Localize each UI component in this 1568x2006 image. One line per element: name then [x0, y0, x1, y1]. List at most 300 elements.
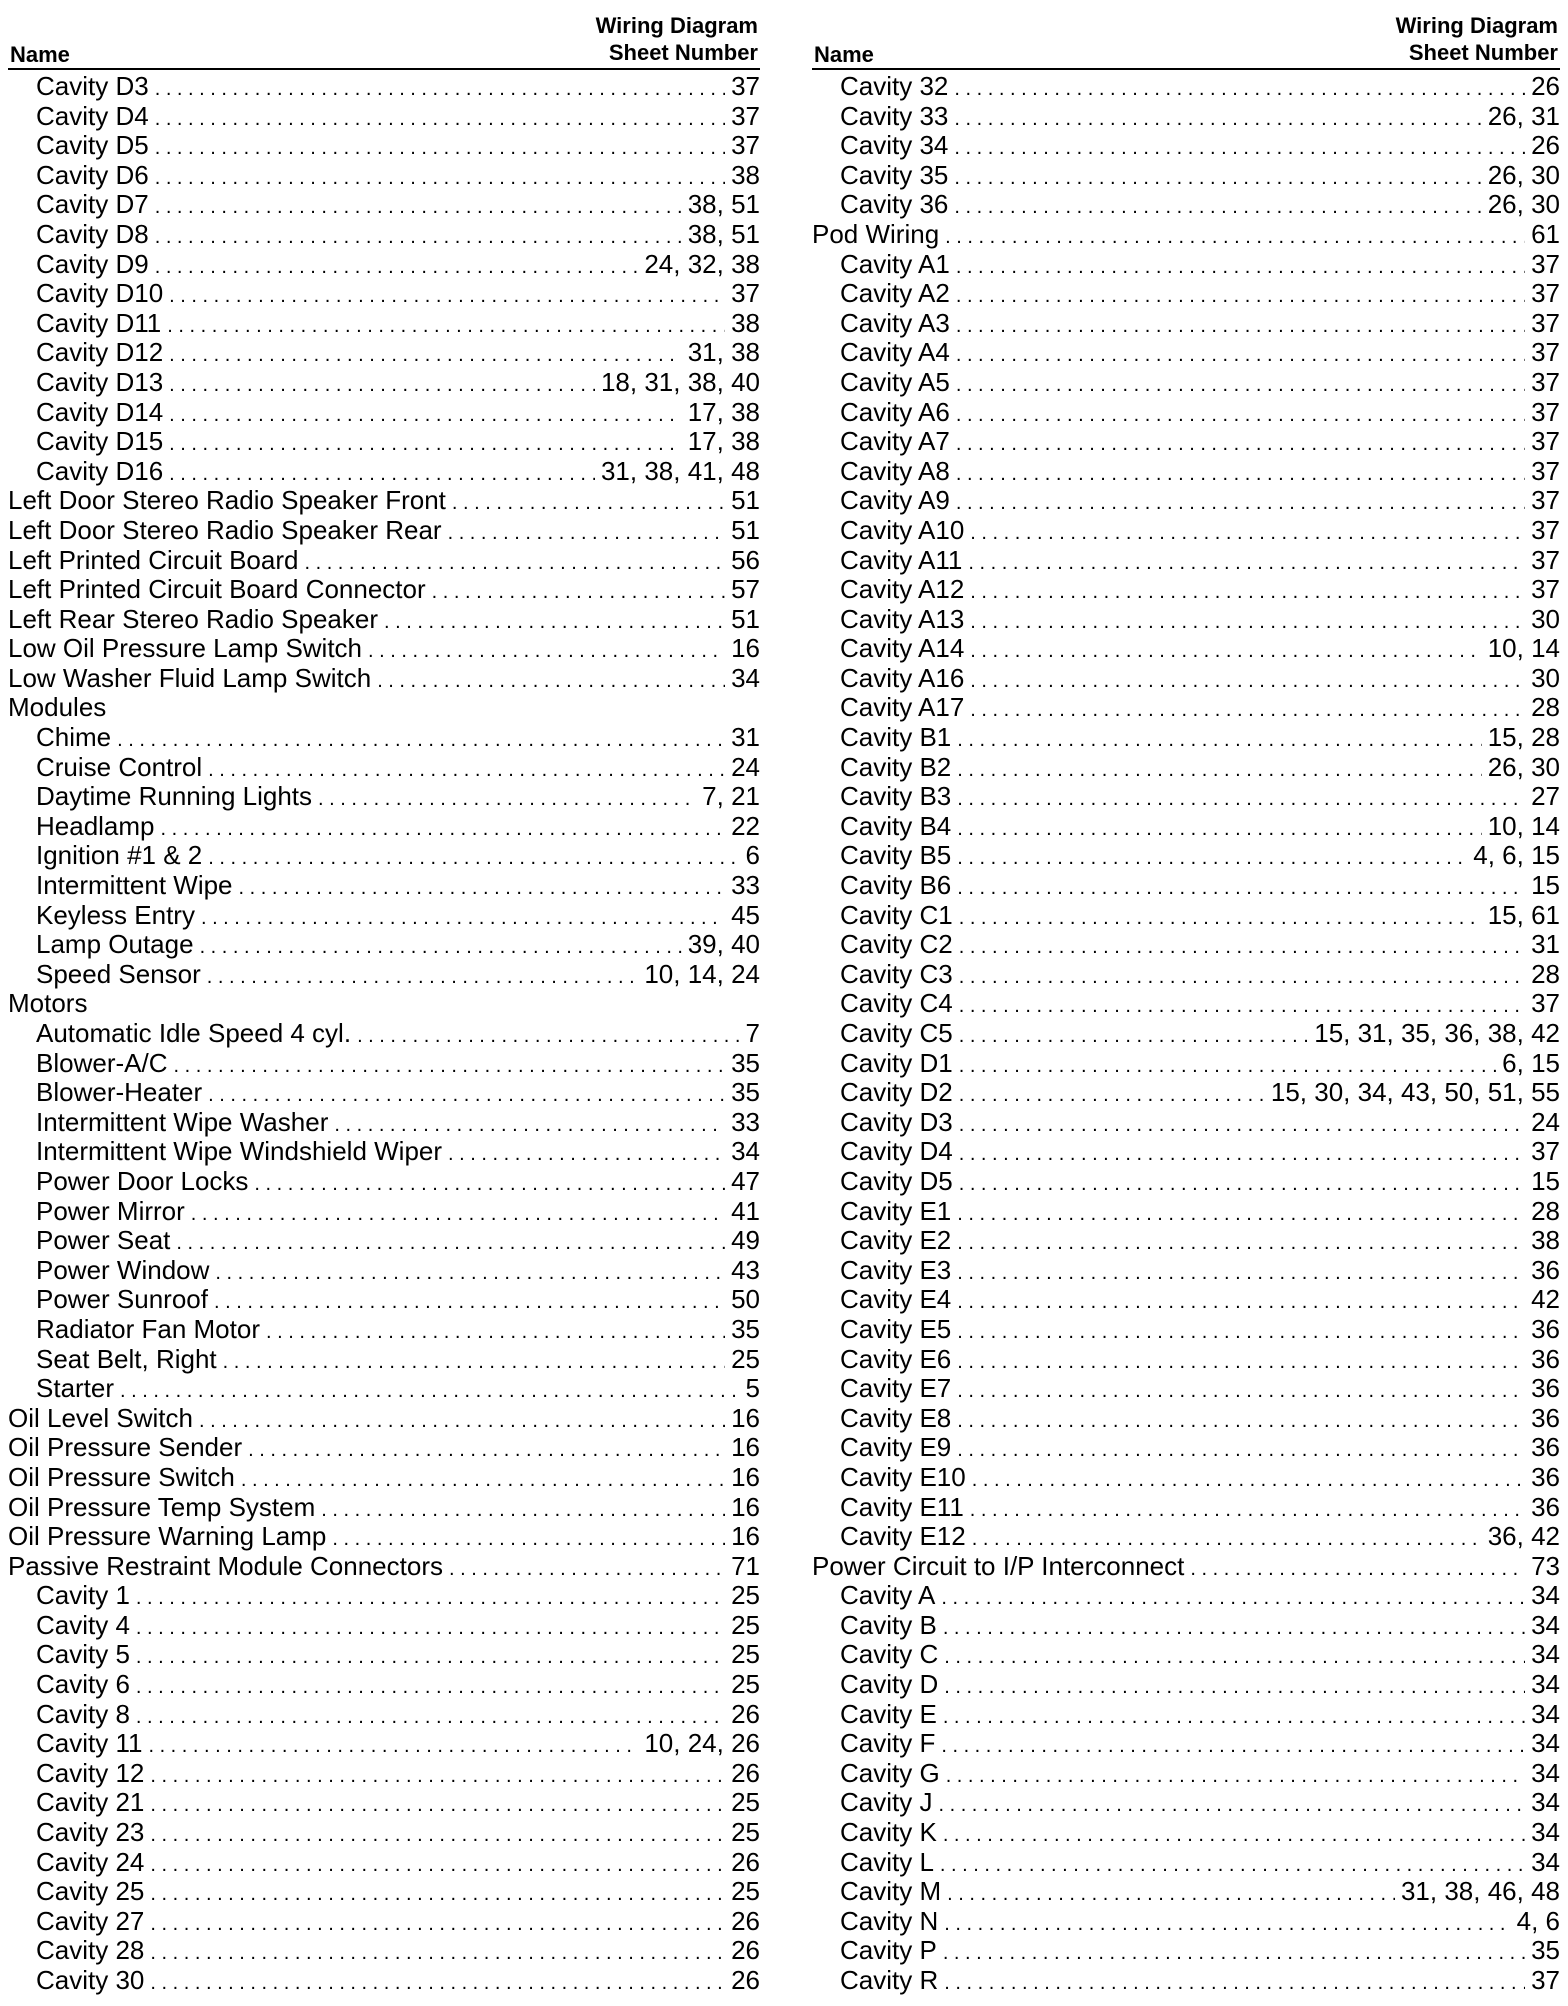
index-entry — [812, 782, 1560, 812]
index-entry — [812, 1197, 1560, 1227]
entry-name: Cavity 30 — [36, 1965, 145, 1995]
dot-leader — [970, 578, 1525, 608]
index-entry — [812, 131, 1560, 161]
sheet-numbers: 30 — [1531, 603, 1560, 634]
index-entry — [8, 338, 760, 368]
index-entry — [812, 398, 1560, 428]
index-entry — [8, 1404, 760, 1434]
dot-leader — [956, 460, 1525, 490]
entry-name: Cavity E — [840, 1698, 937, 1729]
dot-leader — [266, 1318, 725, 1348]
index-entry — [8, 1759, 760, 1789]
index-entry — [8, 427, 760, 457]
entry-name: Cavity D4 — [840, 1136, 953, 1167]
index-entry — [812, 190, 1560, 220]
sheet-numbers: 36 — [1531, 1402, 1560, 1433]
sheet-numbers: 28 — [1531, 692, 1560, 723]
entry-name: Cavity D3 — [840, 1106, 953, 1137]
dot-leader — [954, 75, 1525, 105]
index-entry — [812, 427, 1560, 457]
sheet-numbers: 17, 38 — [687, 396, 760, 427]
sheet-numbers: 26 — [731, 1965, 760, 1995]
index-entry — [812, 1433, 1560, 1463]
entry-name: Cavity A1 — [840, 248, 950, 279]
index-entry — [812, 1078, 1560, 1108]
sheet-numbers: 36 — [1531, 1373, 1560, 1404]
index-entry — [812, 723, 1560, 753]
index-entry — [812, 486, 1560, 516]
sheet-heading-line-2: Sheet Number — [1408, 40, 1558, 65]
index-entry — [8, 605, 760, 635]
index-entry — [812, 693, 1560, 723]
sheet-numbers: 35 — [731, 1313, 760, 1344]
entry-name: Cavity D3 — [36, 71, 149, 101]
dot-leader — [954, 105, 1481, 135]
dot-leader — [155, 193, 682, 223]
entry-name: Cavity D5 — [36, 130, 149, 161]
dot-leader — [167, 312, 725, 342]
dot-leader — [970, 1496, 1525, 1526]
sheet-numbers: 37 — [1531, 544, 1560, 575]
sheet-numbers: 4, 6, 15 — [1473, 840, 1560, 871]
entry-name: Low Oil Pressure Lamp Switch — [8, 633, 363, 664]
index-entry — [8, 1522, 760, 1552]
sheet-numbers: 34 — [1531, 1580, 1560, 1611]
dot-leader — [368, 637, 725, 667]
sheet-numbers: 25 — [731, 1876, 760, 1907]
sheet-numbers: 33 — [731, 1106, 760, 1137]
dot-leader — [384, 608, 725, 638]
dot-leader — [941, 1584, 1525, 1614]
dot-leader — [173, 1052, 725, 1082]
dot-leader — [150, 1910, 725, 1940]
index-entry — [8, 871, 760, 901]
entry-name: Cavity E4 — [840, 1284, 952, 1315]
dot-leader — [136, 1643, 725, 1673]
sheet-numbers: 26 — [731, 1757, 760, 1788]
dot-leader — [957, 785, 1525, 815]
sheet-numbers: 25 — [731, 1609, 760, 1640]
sheet-numbers: 49 — [731, 1225, 760, 1256]
index-entry — [8, 1729, 760, 1759]
sheet-numbers: 36 — [1531, 1432, 1560, 1463]
index-entry — [8, 1818, 760, 1848]
entry-name: Pod Wiring — [812, 218, 940, 249]
dot-leader — [191, 1200, 725, 1230]
dot-leader — [254, 1170, 725, 1200]
dot-leader — [448, 519, 726, 549]
entry-name: Chime — [36, 722, 112, 753]
sheet-numbers: 10, 24, 26 — [644, 1728, 760, 1759]
sheet-numbers: 28 — [1531, 958, 1560, 989]
entry-name: Cavity E7 — [840, 1373, 952, 1404]
index-entry — [8, 1552, 760, 1582]
sheet-numbers: 36 — [1531, 1491, 1560, 1522]
dot-leader — [956, 401, 1525, 431]
index-entry — [8, 1433, 760, 1463]
dot-leader — [957, 1200, 1525, 1230]
entry-name: Cavity C5 — [840, 1018, 953, 1048]
index-entry — [812, 664, 1560, 694]
index-entry — [8, 1108, 760, 1138]
sheet-numbers: 26 — [1531, 130, 1560, 161]
entry-name: Lamp Outage — [36, 929, 194, 960]
sheet-numbers: 34 — [1531, 1817, 1560, 1848]
index-entry — [812, 220, 1560, 250]
dot-leader — [150, 1762, 725, 1792]
sheet-heading-line-1: Wiring Diagram — [1395, 13, 1558, 38]
sheet-numbers: 16 — [731, 1461, 760, 1492]
entry-name: Cavity D6 — [36, 159, 149, 190]
entry-name: Cavity 33 — [840, 100, 949, 131]
index-entry — [8, 782, 760, 812]
sheet-numbers: 16 — [731, 1521, 760, 1552]
sheet-numbers: 26 — [731, 1698, 760, 1729]
dot-leader — [970, 608, 1525, 638]
entry-name: Cavity B4 — [840, 810, 952, 841]
index-entry — [812, 605, 1560, 635]
dot-leader — [957, 1348, 1525, 1378]
sheet-numbers: 31 — [1531, 929, 1560, 960]
index-entry — [812, 1936, 1560, 1966]
dot-leader — [207, 963, 639, 993]
dot-leader — [136, 1614, 725, 1644]
entry-name: Cavity E11 — [840, 1491, 964, 1522]
entry-name: Cavity A2 — [840, 278, 950, 309]
sheet-numbers: 25 — [731, 1343, 760, 1374]
index-entry — [812, 812, 1560, 842]
entry-name: Cavity 28 — [36, 1935, 145, 1966]
sheet-numbers: 10, 14 — [1487, 810, 1560, 841]
sheet-numbers: 5 — [745, 1373, 760, 1404]
left-column — [8, 6, 760, 1996]
sheet-numbers: 61 — [1531, 218, 1560, 249]
index-entry — [8, 634, 760, 664]
entry-name: Cavity 8 — [36, 1698, 130, 1729]
dot-leader — [957, 756, 1481, 786]
entry-name: Cavity D15 — [36, 426, 164, 457]
index-entry — [812, 1167, 1560, 1197]
index-entry — [8, 1640, 760, 1670]
entry-name: Cavity C4 — [840, 988, 953, 1019]
sheet-numbers: 37 — [731, 130, 760, 161]
dot-leader — [959, 1140, 1525, 1170]
dot-leader — [944, 1643, 1525, 1673]
entry-name: Cavity E8 — [840, 1402, 952, 1433]
sheet-numbers: 41 — [731, 1195, 760, 1226]
sheet-numbers: 24, 32, 38 — [644, 248, 760, 279]
entry-name: Cavity C1 — [840, 899, 953, 930]
dot-leader — [150, 1821, 725, 1851]
sheet-numbers: 34 — [1531, 1609, 1560, 1640]
index-entry — [8, 1463, 760, 1493]
dot-leader — [970, 637, 1481, 667]
sheet-numbers: 47 — [731, 1165, 760, 1196]
dot-leader — [239, 874, 726, 904]
index-entry — [8, 546, 760, 576]
index-entry — [8, 575, 760, 605]
sheet-numbers: 15, 28 — [1487, 722, 1560, 753]
sheet-numbers: 37 — [1531, 1136, 1560, 1167]
index-entry — [8, 102, 760, 132]
entry-name: Cavity D13 — [36, 366, 164, 397]
index-entry — [8, 1078, 760, 1108]
sheet-numbers: 51 — [731, 485, 760, 516]
dot-leader — [959, 904, 1482, 934]
index-entry — [812, 1374, 1560, 1404]
index-entry — [812, 102, 1560, 132]
dot-leader — [957, 815, 1481, 845]
sheet-numbers: 37 — [1531, 307, 1560, 338]
entry-name: Daytime Running Lights — [36, 781, 313, 812]
index-entry — [8, 1848, 760, 1878]
dot-leader — [161, 815, 726, 845]
entry-name: Cavity F — [840, 1728, 936, 1759]
index-entry — [812, 1966, 1560, 1996]
sheet-numbers: 25 — [731, 1817, 760, 1848]
dot-leader — [959, 933, 1525, 963]
dot-leader — [957, 726, 1481, 756]
entry-name: Cavity E1 — [840, 1195, 952, 1226]
dot-leader — [957, 1288, 1525, 1318]
index-entry — [812, 1640, 1560, 1670]
sheet-numbers: 7, 21 — [702, 781, 760, 812]
sheet-numbers: 16 — [731, 1432, 760, 1463]
index-entry — [812, 1463, 1560, 1493]
entry-name: Cavity A14 — [840, 633, 965, 664]
entry-name: Cavity B5 — [840, 840, 952, 871]
name-column-heading: Name — [10, 42, 70, 67]
entry-name: Cavity P — [840, 1935, 937, 1966]
dot-leader — [943, 1821, 1525, 1851]
sheet-numbers: 25 — [731, 1639, 760, 1670]
index-entry — [8, 486, 760, 516]
dot-leader — [959, 1081, 1265, 1111]
index-entry — [8, 1877, 760, 1907]
sheet-numbers: 73 — [1531, 1550, 1560, 1581]
dot-leader — [214, 1288, 725, 1318]
entry-name: Blower-A/C — [36, 1047, 168, 1078]
index-entry — [8, 753, 760, 783]
sheet-numbers: 25 — [731, 1787, 760, 1818]
entry-name: Cavity 5 — [36, 1639, 130, 1670]
entry-name: Cavity D — [840, 1669, 939, 1700]
index-entry — [8, 901, 760, 931]
dot-leader — [432, 578, 725, 608]
entry-name: Cavity A8 — [840, 455, 950, 486]
sheet-numbers: 25 — [731, 1669, 760, 1700]
sheet-numbers: 38 — [731, 307, 760, 338]
sheet-numbers: 37 — [731, 278, 760, 309]
dot-leader — [208, 844, 739, 874]
sheet-numbers: 15, 61 — [1487, 899, 1560, 930]
dot-leader — [150, 1969, 725, 1999]
dot-leader — [957, 1436, 1525, 1466]
entry-name: Cavity E3 — [840, 1254, 952, 1285]
index-entry — [8, 190, 760, 220]
sheet-numbers: 7 — [745, 1018, 760, 1048]
entry-name: Starter — [36, 1373, 115, 1404]
dot-leader — [150, 1791, 725, 1821]
sheet-numbers: 26 — [1531, 71, 1560, 101]
entry-name: Cavity 1 — [36, 1580, 130, 1611]
entry-name: Cavity C3 — [840, 958, 953, 989]
index-entry — [812, 1729, 1560, 1759]
index-entry — [8, 1936, 760, 1966]
index-entry — [8, 1197, 760, 1227]
sheet-numbers: 51 — [731, 603, 760, 634]
dot-leader — [957, 844, 1467, 874]
dot-leader — [944, 1969, 1525, 1999]
entry-name: Cavity A11 — [840, 544, 963, 575]
index-entry — [812, 1818, 1560, 1848]
dot-leader — [946, 1762, 1525, 1792]
entry-name: Left Printed Circuit Board Connector — [8, 574, 426, 605]
sheet-numbers: 37 — [1531, 337, 1560, 368]
sheet-numbers: 37 — [1531, 248, 1560, 279]
entry-name: Cavity L — [840, 1846, 934, 1877]
dot-leader — [155, 134, 725, 164]
dot-leader — [150, 1851, 725, 1881]
sheet-numbers: 42 — [1531, 1284, 1560, 1315]
dot-leader — [956, 489, 1525, 519]
dot-leader — [957, 874, 1525, 904]
sheet-numbers: 15, 31, 35, 36, 38, 42 — [1314, 1018, 1560, 1048]
entry-name: Power Window — [36, 1254, 210, 1285]
index-entry — [8, 812, 760, 842]
dot-leader — [943, 1703, 1525, 1733]
entry-name: Cavity D2 — [840, 1077, 953, 1108]
entry-name: Intermittent Wipe Windshield Wiper — [36, 1136, 443, 1167]
dot-leader — [155, 75, 725, 105]
entry-name: Cavity E6 — [840, 1343, 952, 1374]
dot-leader — [943, 1614, 1525, 1644]
entry-name: Cavity B1 — [840, 722, 952, 753]
dot-leader — [449, 1555, 725, 1585]
sheet-numbers: 38 — [1531, 1225, 1560, 1256]
dot-leader — [136, 1703, 725, 1733]
entry-name: Cavity D10 — [36, 278, 164, 309]
dot-leader — [155, 253, 639, 283]
index-entry — [812, 1315, 1560, 1345]
dot-leader — [200, 933, 682, 963]
index-entry — [812, 1285, 1560, 1315]
index-entry — [8, 1049, 760, 1079]
entry-name: Cavity D8 — [36, 218, 149, 249]
index-entry — [8, 664, 760, 694]
sheet-numbers: 31, 38, 46, 48 — [1400, 1876, 1560, 1907]
entry-name: Cavity D14 — [36, 396, 164, 427]
entry-name: Cavity A17 — [840, 692, 965, 723]
section-heading: Motors — [8, 988, 88, 1019]
sheet-heading-line-2: Sheet Number — [608, 40, 758, 65]
entry-name: Passive Restraint Module Connectors — [8, 1550, 443, 1581]
index-entry — [8, 693, 760, 723]
index-entry — [8, 131, 760, 161]
sheet-numbers: 6 — [745, 840, 760, 871]
dot-leader — [959, 1022, 1309, 1052]
entry-name: Cavity 34 — [840, 130, 949, 161]
index-entry — [812, 1877, 1560, 1907]
sheet-number-column-heading — [596, 12, 758, 66]
entry-name: Cavity 27 — [36, 1905, 145, 1936]
entry-name: Cavity A12 — [840, 574, 965, 605]
sheet-numbers: 26, 30 — [1487, 751, 1560, 782]
entry-name: Seat Belt, Right — [36, 1343, 217, 1374]
sheet-numbers: 34 — [731, 662, 760, 693]
entry-name: Left Rear Stereo Radio Speaker — [8, 603, 378, 634]
sheet-numbers: 18, 31, 38, 40 — [600, 366, 760, 397]
entry-name: Power Door Locks — [36, 1165, 249, 1196]
entry-name: Cavity D16 — [36, 455, 164, 486]
index-entry — [812, 1759, 1560, 1789]
dot-leader — [155, 223, 682, 253]
sheet-numbers: 17, 38 — [687, 426, 760, 457]
sheet-numbers: 10, 14 — [1487, 633, 1560, 664]
sheet-numbers: 28 — [1531, 1195, 1560, 1226]
index-entry — [812, 368, 1560, 398]
dot-leader — [972, 1466, 1525, 1496]
entry-name: Cavity 21 — [36, 1787, 145, 1818]
sheet-numbers: 36 — [1531, 1343, 1560, 1374]
index-entry — [8, 1374, 760, 1404]
entry-name: Cavity B — [840, 1609, 937, 1640]
index-entry — [812, 72, 1560, 102]
index-entry — [8, 279, 760, 309]
sheet-numbers: 4, 6 — [1516, 1905, 1560, 1936]
index-entry — [812, 1256, 1560, 1286]
sheet-numbers: 26 — [731, 1846, 760, 1877]
entry-name: Cavity G — [840, 1757, 940, 1788]
entry-name: Intermittent Wipe — [36, 870, 233, 901]
dot-leader — [938, 1791, 1525, 1821]
index-entry — [812, 989, 1560, 1019]
index-entry — [812, 575, 1560, 605]
entry-name: Keyless Entry — [36, 899, 195, 930]
dot-leader — [956, 282, 1525, 312]
entry-name: Cavity A16 — [840, 662, 965, 693]
dot-leader — [954, 134, 1525, 164]
entry-name: Cavity 24 — [36, 1846, 145, 1877]
entry-name: Speed Sensor — [36, 958, 201, 989]
index-entry — [8, 309, 760, 339]
index-entry — [812, 1907, 1560, 1937]
index-entry — [812, 1404, 1560, 1434]
dot-leader — [954, 164, 1481, 194]
index-entry — [8, 1019, 760, 1049]
dot-leader — [957, 1259, 1525, 1289]
entry-name: Cavity B6 — [840, 870, 952, 901]
index-entry — [812, 1611, 1560, 1641]
dot-leader — [223, 1348, 725, 1378]
entry-name: Cavity A9 — [840, 485, 950, 516]
index-entry — [812, 871, 1560, 901]
sheet-numbers: 37 — [1531, 455, 1560, 486]
index-entry — [8, 72, 760, 102]
index-entry — [8, 220, 760, 250]
dot-leader — [117, 726, 725, 756]
index-entry — [8, 368, 760, 398]
entry-name: Cavity A4 — [840, 337, 950, 368]
dot-leader — [956, 312, 1525, 342]
sheet-numbers: 37 — [731, 100, 760, 131]
entry-name: Left Printed Circuit Board — [8, 544, 299, 575]
right-column — [812, 6, 1560, 1996]
sheet-numbers: 37 — [731, 71, 760, 101]
section-heading: Modules — [8, 692, 107, 723]
sheet-numbers: 26, 31 — [1487, 100, 1560, 131]
entry-name: Cavity 4 — [36, 1609, 130, 1640]
